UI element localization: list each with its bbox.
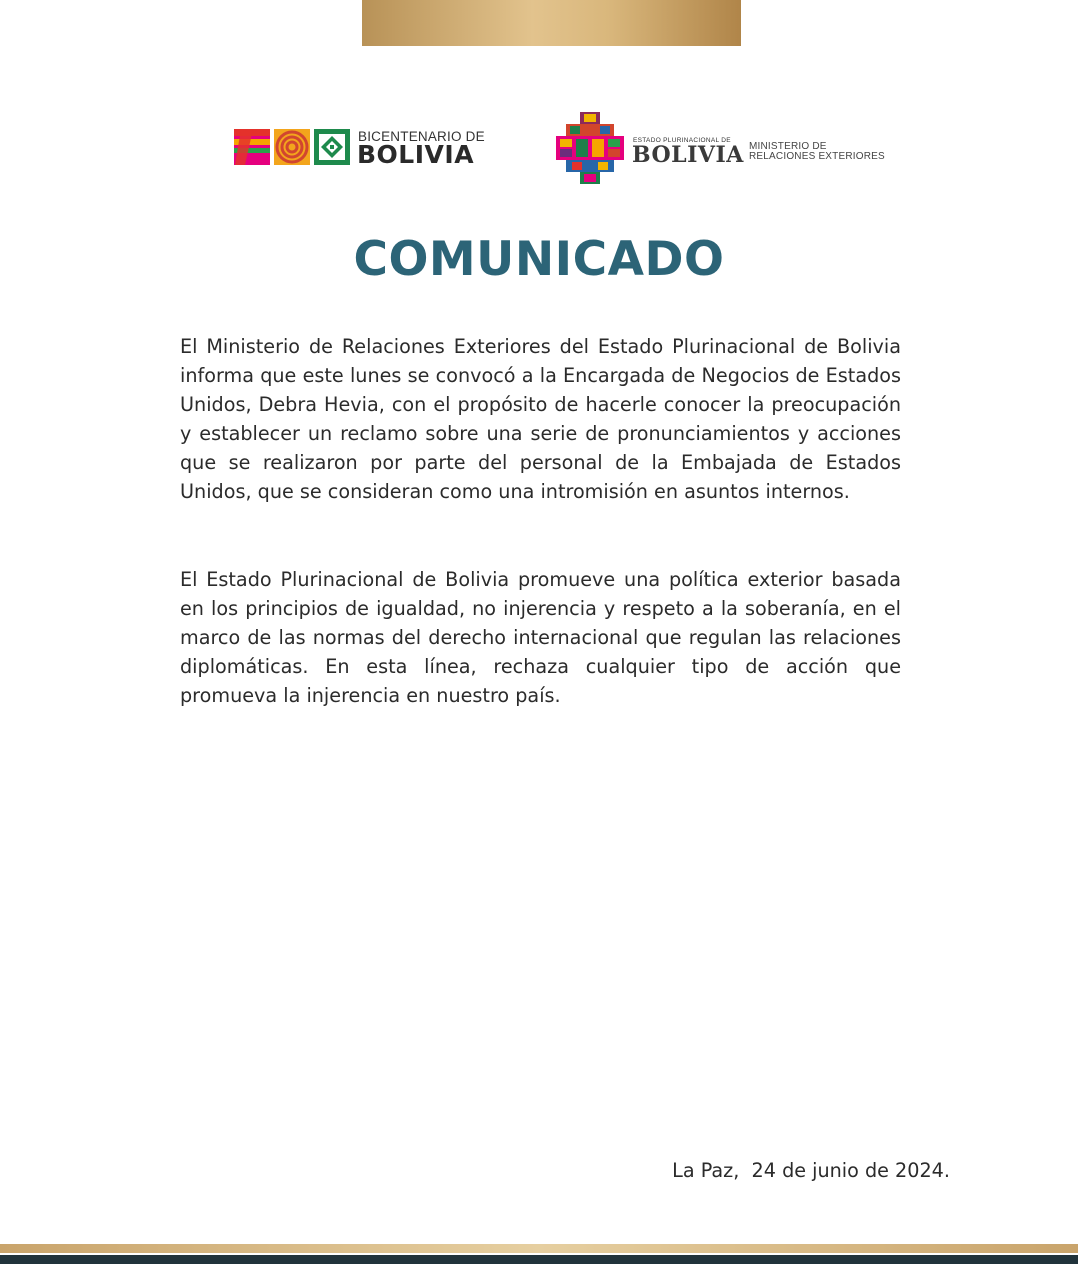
bottom-dark-stripe	[0, 1255, 1078, 1264]
ministerio-line-2: RELACIONES EXTERIORES	[749, 151, 885, 162]
bottom-band	[0, 1244, 1078, 1264]
date-line: La Paz, 24 de junio de 2024.	[672, 1159, 950, 1182]
chakana-mosaic-icon	[556, 112, 624, 184]
bicentenario-emblem-icon	[233, 127, 353, 167]
bicentenario-logo	[233, 125, 485, 169]
bicentenario-small-text: BICENTENARIO DE	[358, 129, 485, 144]
bicentenario-big-text: BOLIVIA	[357, 140, 475, 169]
estado-small-text: ESTADO PLURINACIONAL DE	[633, 137, 731, 144]
paragraph-1: El Ministerio de Relaciones Exteriores del Estado Plurinacional de Bolivia informa que este lunes se convocó a la Encargada de Negocios de Estados Unidos, Debra Hevia, con el propósito de hacerle conocer la preocupación y establecer un reclamo sobre una serie de pronunciamientos y acciones que se realizaron por parte del personal de la Embajada de Estados Unidos, que se consideran como una intromisión en asuntos internos.	[180, 335, 901, 504]
document-title: COMUNICADO	[353, 232, 725, 287]
estado-big-text: BOLIVIA	[632, 142, 744, 168]
paragraph-2: El Estado Plurinacional de Bolivia promueve una política exterior basada en los principios de igualdad, no injerencia y respeto a la soberanía, en el marco de las normas del derecho internacional que regulan las relaciones diplomáticas. En esta línea, rechaza cualquier tipo de acción que promueva la injerencia en nuestro país.	[180, 568, 901, 708]
top-gold-bar	[362, 0, 741, 46]
ministerio-line-1: MINISTERIO DE	[749, 141, 827, 152]
bottom-gold-stripe	[0, 1244, 1078, 1253]
ministerio-label	[749, 142, 885, 162]
estado-plurinacional-logo	[556, 112, 886, 188]
